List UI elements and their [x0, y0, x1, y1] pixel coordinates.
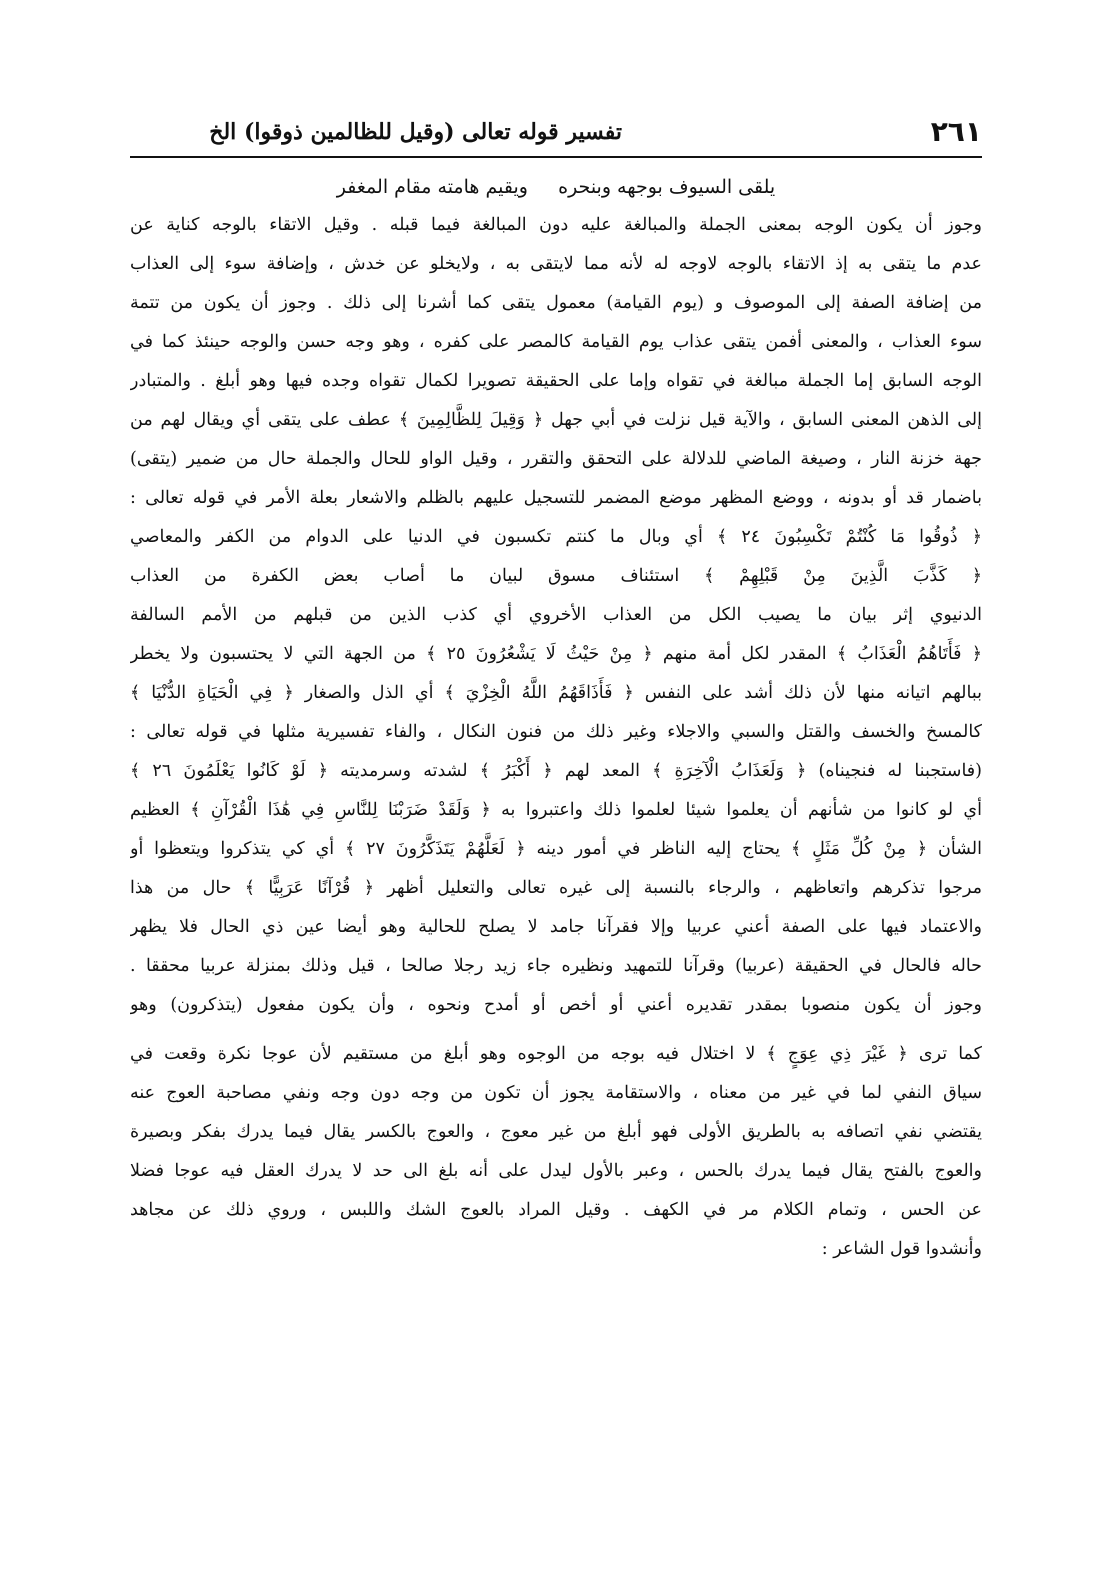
text-line: ﴿ كَذَّبَ الَّذِينَ مِنْ قَبْلِهِمْ ﴾ استئناف مسوق لبيان ما أصاب بعض الكفرة من العذاب [130, 566, 982, 586]
text-line: إلى الذهن المعنى السابق ، والآية قيل نزلت في أبي جهل ﴿ وَقِيلَ لِلظَّالِمِينَ ﴾ عطف على يتقى أي ويقال لهم من [130, 410, 982, 430]
text-line: وجوز أن يكون الوجه بمعنى الجملة والمبالغة عليه دون المبالغة فيما قبله . وقيل الاتقاء بالوجه كناية عن [130, 215, 982, 235]
text-line: وجوز أن يكون منصوبا بمقدر تقديره أعني أو أخص أو أمدح ونحوه ، وأن يكون مفعول (يتذكرون) وهو [130, 995, 982, 1015]
text-line: حاله فالحال في الحقيقة (عربيا) وقرآنا للتمهيد ونظيره جاء زيد رجلا صالحا ، قيل وذلك بمنزلة عربيا محققا . [130, 956, 982, 976]
text-line: وأنشدوا قول الشاعر : [821, 1239, 982, 1259]
text-line: عدم ما يتقى به إذ الاتقاء بالوجه لاوجه له لأنه مما لايتقى به ، ولايخلو عن خدش ، وإضافة سوء إلى العذاب [130, 254, 982, 274]
text-line: من إضافة الصفة إلى الموصوف و (يوم القيامة) معمول يتقى كما أشرنا إلى ذلك . وجوز أن يكون من تتمة [130, 293, 982, 313]
text-line: عن الحس ، وتمام الكلام مر في الكهف . وقيل المراد بالعوج الشك واللبس ، وروي ذلك عن مجاهد [130, 1200, 982, 1220]
text-line: الشأن ﴿ مِنْ كُلِّ مَثَلٍ ﴾ يحتاج إليه الناظر في أمور دينه ﴿ لَعَلَّهُمْ يَتَذَكَّرُونَ ٢٧ ﴾ أي كي يتذكروا ويتعظوا أو [130, 839, 982, 859]
text-line: كالمسخ والخسف والقتل والسبي والاجلاء وغير ذلك من فنون النكال ، والفاء تفسيرية مثلها في قوله تعالى : [130, 722, 982, 742]
running-title: تفسير قوله تعالى (وقيل للظالمين ذوقوا) الخ [209, 119, 622, 145]
text-line: يقتضي نفي اتصافه به بالطريق الأولى فهو أبلغ من غير معوج ، والعوج بالكسر يقال فيما يدرك بفكر وبصيرة [130, 1122, 982, 1142]
text-line: كما ترى ﴿ غَيْرَ ذِي عِوَجٍ ﴾ لا اختلال فيه بوجه من الوجوه وهو أبلغ من مستقيم لأن عوجا نكرة وقعت في [130, 1044, 982, 1064]
text-line: (فاستجبنا له فنجيناه) ﴿ وَلَعَذَابُ الْآخِرَةِ ﴾ المعد لهم ﴿ أَكْبَرُ ﴾ لشدته وسرمديته ﴿ لَوْ كَانُوا يَعْلَمُونَ ٢٦ ﴾ [130, 761, 982, 781]
page-number: ٢٦١ [930, 115, 982, 148]
text-line: أي لو كانوا من شأنهم أن يعلموا شيئا لعلموا ذلك واعتبروا به ﴿ وَلَقَدْ ضَرَبْنَا لِلنَّاسِ فِي هَٰذَا الْقُرْآنِ ﴾ العظيم [130, 800, 982, 820]
text-line: مرجوا تذكرهم واتعاظهم ، والرجاء بالنسبة إلى غيره تعالى والتعليل أظهر ﴿ قُرْآنًا عَرَبِيًّا ﴾ حال من هذا [130, 878, 982, 898]
text-line: الدنيوي إثر بيان ما يصيب الكل من العذاب الأخروي أي كذب الذين من قبلهم من الأمم السالفة [130, 605, 982, 625]
commentary-body [130, 206, 982, 1269]
text-line: الوجه السابق إما الجملة مبالغة في تقواه وإما على الحقيقة تصويرا لكمال تقواه وجده فيها وهو أبلغ . والمتبادر [130, 371, 982, 391]
text-line: ﴿ فَأَتَاهُمُ الْعَذَابُ ﴾ المقدر لكل أمة منهم ﴿ مِنْ حَيْثُ لَا يَشْعُرُونَ ٢٥ ﴾ من الجهة التي لا يحتسبون ولا يخطر [130, 644, 982, 664]
header-divider [130, 156, 982, 158]
text-line: والاعتماد فيها على الصفة أعني عربيا وإلا فقرآنا جامد لا يصلح للحالية وهو أيضا عين ذي الحال فلا يظهر [130, 917, 982, 937]
page-header [130, 112, 982, 152]
poetry-verse: يلقى السيوف بوجهه وبنحره ويقيم هامته مقام المغفر [336, 176, 776, 198]
text-line: جهة خزنة النار ، وصيغة الماضي للدلالة على التحقق والتقرر ، وقيل الواو للحال والجملة حال من ضمير (يتقى) [130, 449, 982, 469]
text-line: سياق النفي لما في غير من معناه ، والاستقامة يجوز أن تكون من وجه دون وجه ونفي مصاحبة العوج عنه [130, 1083, 982, 1103]
text-line: ﴿ ذُوقُوا مَا كُنْتُمْ تَكْسِبُونَ ٢٤ ﴾ أي وبال ما كنتم تكسبون في الدنيا على الدوام من الكفر والمعاصي [130, 527, 982, 547]
text-line: ببالهم اتيانه منها لأن ذلك أشد على النفس ﴿ فَأَذَاقَهُمُ اللَّهُ الْخِزْيَ ﴾ أي الذل والصغار ﴿ فِي الْحَيَاةِ الدُّنْيَا ﴾ [130, 683, 982, 703]
text-line: سوء العذاب ، والمعنى أفمن يتقى عذاب يوم القيامة كالمصر على كفره ، وهو وجه حسن والوجه حينئذ كما في [130, 332, 982, 352]
text-line: والعوج بالفتح يقال فيما يدرك بالحس ، وعبر بالأول ليدل على أنه بلغ الى حد لا يدرك العقل فيه عوجا فضلا [130, 1161, 982, 1181]
text-line: باضمار قد أو بدونه ، ووضع المظهر موضع المضمر للتسجيل عليهم بالظلم والاشعار بعلة الأمر في قوله تعالى : [130, 488, 982, 508]
